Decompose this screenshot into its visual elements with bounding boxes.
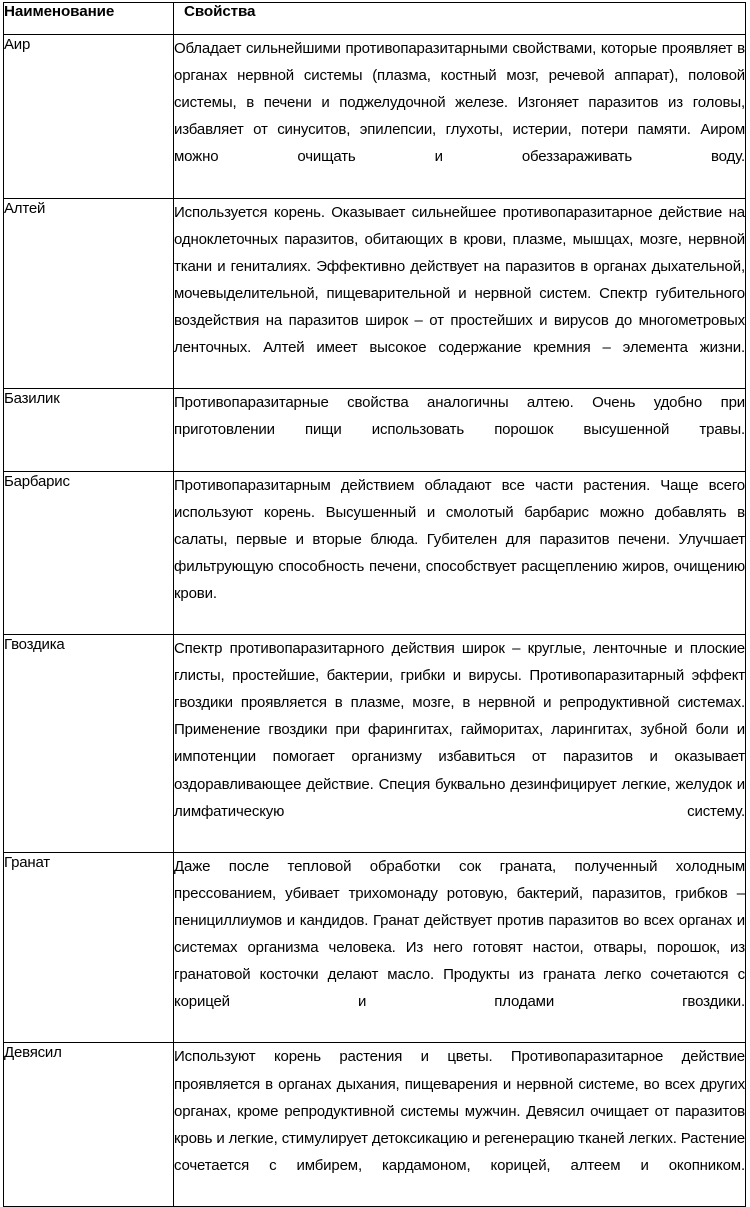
cell-plant-properties [174, 635, 746, 853]
cell-plant-properties [174, 198, 746, 389]
column-header-properties: Свойства [174, 3, 746, 35]
table-header [4, 3, 746, 35]
cell-plant-name: Гранат [4, 852, 174, 1043]
table-row [4, 389, 746, 471]
properties-text: Даже после тепловой обработки сок граната, полученный холодным прессованием, убивает трихомонаду ротовую, бактерий, паразитов, грибков – пенициллиумов и кандидов. Гранат действует против паразитов во всех органах и системах организма человека. Из него готовят настои, отвары, порошок, из гранатовой косточки делают масло. Продукты из граната легко сочетаются с корицей и плодами гвоздики. [174, 857, 745, 1011]
cell-plant-name: Девясил [4, 1043, 174, 1207]
table-body [4, 35, 746, 1207]
properties-text: Спектр противопаразитарного действия широк – круглые, ленточные и плоские глисты, простейшие, бактерии, грибки и вирусы. Противопаразитарный эффект гвоздики проявляется в плазме, мозге, в нервной и репродуктивной системах. Применение гвоздики при фарингитах, гайморитах, ларингитах, зубной боли и импотенции помогает организму избавиться от паразитов и оказывает оздоравливающее действие. Специя буквально дезинфицирует легкие, желудок и лимфатическую систему. [174, 640, 745, 820]
table-row [4, 852, 746, 1043]
cell-plant-name: Аир [4, 35, 174, 199]
herb-properties-table [3, 2, 746, 1207]
properties-text: Используют корень растения и цветы. Противопаразитарное действие проявляется в органах дыхания, пищеварения и нервной системе, во всех других органах, кроме репродуктивной системы мужчин. Девясил очищает от паразитов кровь и легкие, стимулирует детоксикацию и регенерацию тканей легких. Растение сочетается с имбирем, кардамоном, корицей, алтеем и окопником. [174, 1048, 745, 1174]
column-header-name: Наименование [4, 3, 174, 35]
cell-plant-properties [174, 35, 746, 199]
properties-text: Противопаразитарным действием обладают все части растения. Чаще всего используют корень. Высушенный и смолотый барбарис можно добавлять в салаты, первые и вторые блюда. Губителен для паразитов печени. Улучшает фильтрующую способность печени, способствует расщеплению жиров, очищению крови. [174, 476, 745, 602]
table-row [4, 35, 746, 199]
cell-plant-properties [174, 389, 746, 471]
cell-plant-properties [174, 1043, 746, 1207]
cell-plant-name: Гвоздика [4, 635, 174, 853]
table-row [4, 635, 746, 853]
properties-text: Противопаразитарные свойства аналогичны алтею. Очень удобно при приготовлении пищи использовать порошок высушенной травы. [174, 394, 745, 439]
table-header-row [4, 3, 746, 35]
cell-plant-name: Базилик [4, 389, 174, 471]
cell-plant-name: Барбарис [4, 471, 174, 635]
properties-text: Используется корень. Оказывает сильнейшее противопаразитарное действие на одноклеточных паразитов, обитающих в крови, плазме, мышцах, мозге, нервной ткани и гениталиях. Эффективно действует на паразитов в органах дыхательной, мочевыделительной, пищеварительной и нервной систем. Спектр губительного воздействия на паразитов широк – от простейших и вирусов до многометровых ленточных. Алтей имеет высокое содержание кремния – элемента жизни. [174, 203, 745, 357]
properties-text: Обладает сильнейшими противопаразитарными свойствами, которые проявляет в органах нервной системы (плазма, костный мозг, речевой аппарат), половой системы, в печени и поджелудочной железе. Изгоняет паразитов из головы, избавляет от синуситов, эпилепсии, глухоты, истерии, потери памяти. Аиром можно очищать и обеззараживать воду. [174, 40, 745, 166]
table-row [4, 471, 746, 635]
table-row [4, 1043, 746, 1207]
cell-plant-properties [174, 471, 746, 635]
cell-plant-properties [174, 852, 746, 1043]
cell-plant-name: Алтей [4, 198, 174, 389]
table-row [4, 198, 746, 389]
